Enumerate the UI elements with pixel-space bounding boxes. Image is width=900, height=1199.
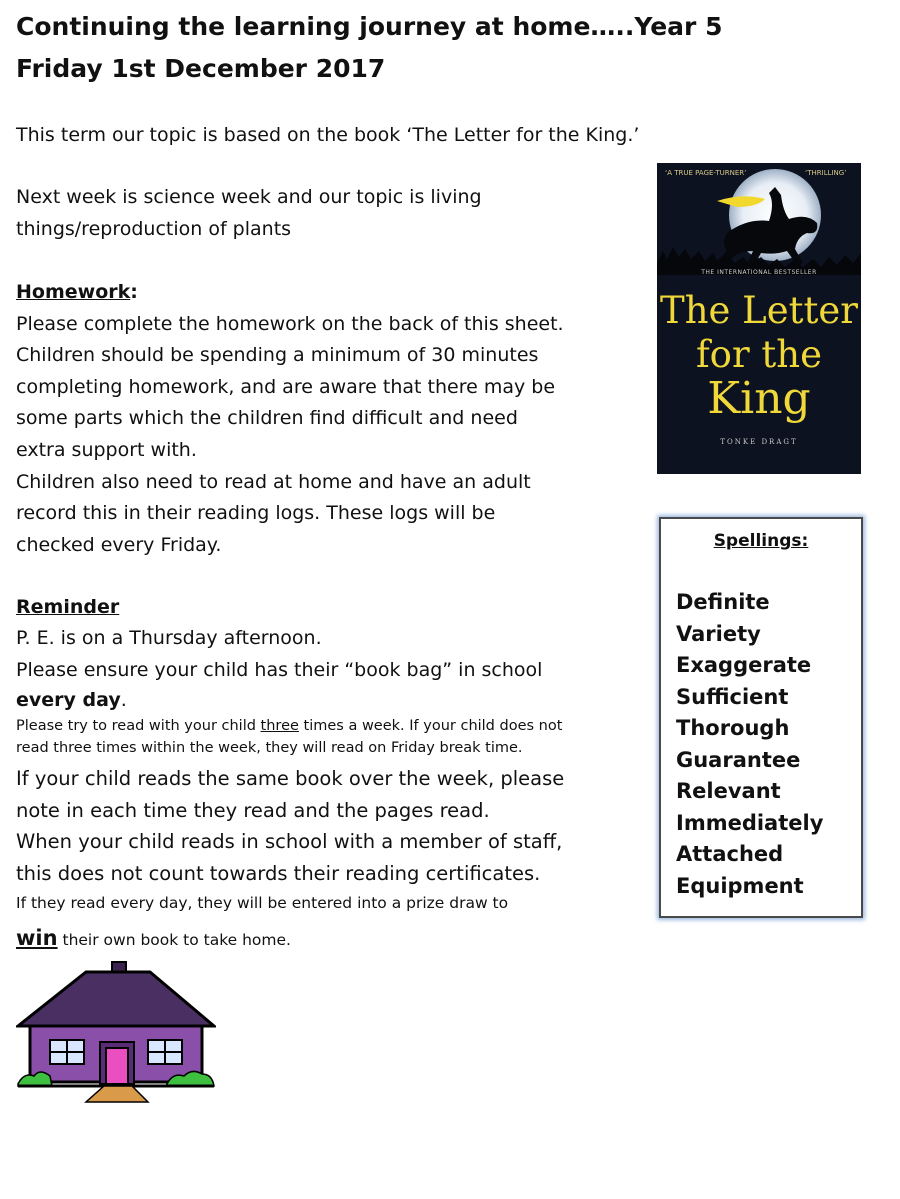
pe-reminder: P. E. is on a Thursday afternoon. — [16, 627, 322, 649]
spellings-list — [676, 587, 823, 902]
house-clipart — [16, 958, 216, 1104]
spelling-word: Sufficient — [676, 684, 789, 709]
cover-author: TONKE DRAGT — [720, 438, 798, 446]
spelling-word: Exaggerate — [676, 653, 812, 677]
cover-title-line: for the — [695, 333, 822, 376]
homework-line: some parts which the children find difficult and need — [16, 407, 518, 429]
bush-left — [18, 1072, 52, 1086]
page-title-line1: Continuing the learning journey at home…..Year 5 — [16, 12, 723, 41]
page-title-date: Friday 1st December 2017 — [16, 54, 386, 83]
cover-title-line: The Letter — [660, 289, 858, 332]
spelling-word: Guarantee — [676, 747, 801, 772]
cover-title-line: King — [707, 373, 811, 424]
cover-quote-left: ‘A TRUE PAGE-TURNER’ — [665, 169, 747, 177]
house-path — [86, 1086, 148, 1102]
staff-reading-line1: When your child reads in school with a member of staff, — [16, 830, 563, 853]
read-three-text: three — [260, 718, 299, 734]
every-day-text: every day — [16, 689, 121, 711]
topic-text: This term our topic is based on the book ‘The Letter for the King.’ — [16, 124, 640, 146]
prize-draw-line1: If they read every day, they will be entered into a prize draw to — [16, 894, 509, 912]
homework-line: checked every Friday. — [16, 534, 222, 556]
read-post-text: times a week. If your child does not — [298, 718, 563, 734]
spelling-word: Relevant — [676, 779, 781, 803]
homework-line: Children should be spending a minimum of 30 minutes — [16, 344, 539, 366]
spelling-word: Immediately — [676, 810, 824, 835]
cover-bestseller: THE INTERNATIONAL BESTSELLER — [701, 269, 817, 276]
prize-draw-line2 — [16, 924, 291, 954]
reading-frequency-line2: read three times within the week, they will read on Friday break time. — [16, 740, 523, 756]
staff-reading-line2: this does not count towards their reading certificates. — [16, 862, 541, 885]
house-roof — [18, 972, 214, 1026]
every-day-period: . — [120, 689, 127, 711]
read-pre-text: Please try to read with your child — [16, 718, 261, 734]
homework-line: record this in their reading logs. These logs will be — [16, 502, 496, 524]
every-day-line — [16, 689, 127, 711]
homework-heading — [16, 281, 138, 303]
science-week-line2: things/reproduction of plants — [16, 218, 292, 240]
homework-heading-text: Homework — [16, 281, 131, 303]
spellings-heading: Spellings: — [713, 531, 809, 551]
book-bag-reminder: Please ensure your child has their “book bag” in school — [16, 659, 543, 681]
homework-line: Children also need to read at home and have an adult — [16, 471, 531, 493]
spelling-word: Thorough — [676, 716, 790, 740]
homework-heading-colon: : — [130, 281, 138, 303]
science-week-line1: Next week is science week and our topic is living — [16, 186, 482, 208]
spellings-box — [659, 517, 863, 918]
spelling-word: Variety — [676, 621, 761, 646]
homework-line: completing homework, and are aware that there may be — [16, 376, 556, 398]
cover-title — [657, 289, 861, 424]
house-door — [106, 1048, 128, 1084]
homework-line: Please complete the homework on the back of this sheet. — [16, 313, 564, 335]
homework-line: extra support with. — [16, 439, 197, 461]
same-book-line2: note in each time they read and the pages read. — [16, 799, 490, 822]
same-book-line1: If your child reads the same book over the week, please — [16, 767, 565, 790]
prize-draw-rest: their own book to take home. — [57, 931, 291, 949]
book-cover-image — [657, 163, 861, 474]
spelling-word: Definite — [676, 590, 770, 614]
win-text: win — [16, 926, 58, 950]
spelling-word: Equipment — [676, 873, 804, 898]
reminder-heading: Reminder — [16, 596, 120, 618]
reading-frequency-line1 — [16, 717, 562, 735]
cover-quote-right: ‘THRILLING’ — [805, 169, 847, 177]
spelling-word: Attached — [676, 842, 784, 866]
